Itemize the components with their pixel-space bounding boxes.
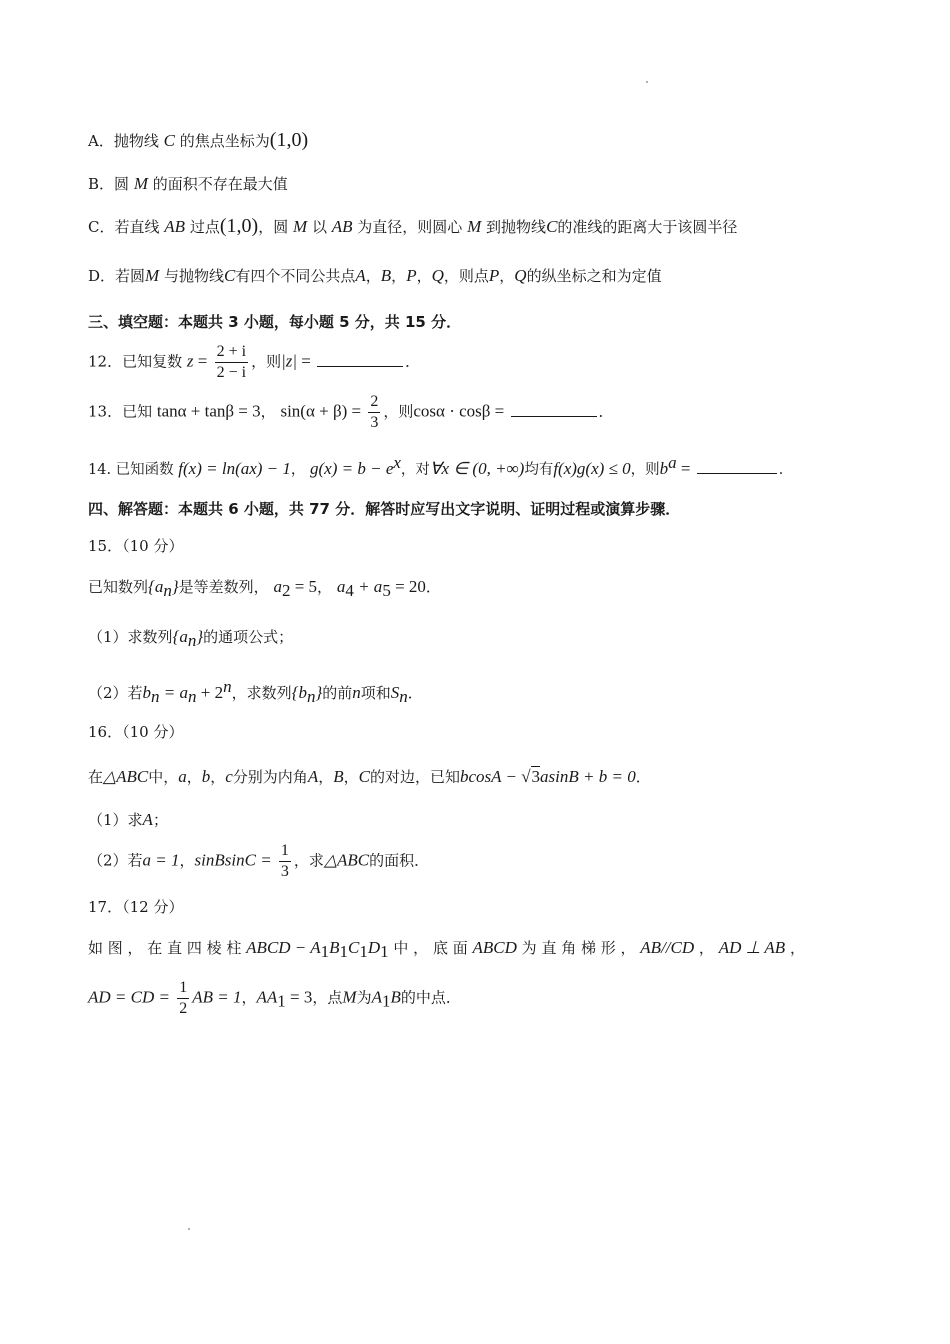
option-c: C．若直线 AB 过点(1,0)，圆 M 以 AB 为直径，则圆心 M 到抛物线C的准线的距离大于该圆半径 bbox=[88, 215, 738, 237]
option-a: A．抛物线 C 的焦点坐标为(1,0) bbox=[88, 129, 309, 151]
question-16-stem: 在△ABC中，a，b，c分别为内角A，B，C的对边，已知bcosA − √3asinB + b = 0． bbox=[88, 767, 651, 786]
question-17-stem-1: 如 图 ， 在 直 四 棱 柱 ABCD − $A_1B_1C_1D_1$ 中 ， 底 面 ABCD 为 直 角 梯 形 ， AB//CD ， AD ⊥ AB ， bbox=[88, 938, 805, 961]
fraction: $\frac{1}{2}$ bbox=[179, 979, 188, 1017]
question-15-stem: 已知数列$\{a_n\}$是等差数列， $a_2 = 5$， $a_4 + a_5 = 20$． bbox=[88, 577, 441, 600]
scan-dot-top bbox=[646, 81, 648, 83]
question-12: 12．已知复数 z = $\frac{2 + i}{2 - i}$ ，则|z| = ． bbox=[88, 343, 421, 381]
answer-blank[interactable] bbox=[317, 352, 403, 367]
question-16-head: 16．（10 分） bbox=[88, 723, 184, 741]
question-15-part-1: （1）求数列$\{a_n\}$的通项公式； bbox=[88, 627, 294, 650]
question-15-head: 15．（10 分） bbox=[88, 537, 184, 555]
answer-blank[interactable] bbox=[511, 402, 597, 417]
section-4-title: 四、解答题：本题共 6 小题，共 77 分．解答时应写出文字说明、证明过程或演算步骤． bbox=[88, 500, 681, 518]
question-16-part-1: （1）求A； bbox=[88, 810, 168, 829]
question-17-head: 17．（12 分） bbox=[88, 898, 184, 916]
answer-blank[interactable] bbox=[697, 459, 777, 474]
fraction: $\frac{2}{3}$ bbox=[370, 393, 379, 431]
option-b: B．圆 M 的面积不存在最大值 bbox=[88, 174, 288, 193]
question-14: 14. 已知函数 f(x) = ln(ax) − 1， $g(x) = b - e^x$，对∀x ∈ (0, +∞)均有f(x)g(x) ≤ 0，则$b^a$ = ． bbox=[88, 453, 794, 478]
section-3-title: 三、填空题：本题共 3 小题，每小题 5 分，共 15 分． bbox=[88, 313, 462, 331]
question-15-part-2: （2）若$b_n = a_n + 2^n$，求数列$\{b_n\}$的前n项和$S_n$． bbox=[88, 677, 423, 706]
fraction: $\frac{1}{3}$ bbox=[280, 842, 289, 880]
question-16-part-2: （2）若a = 1，sinBsinC = $\frac{1}{3}$ ，求△ABC的面积． bbox=[88, 842, 430, 880]
scan-dot-bottom bbox=[188, 1228, 190, 1230]
question-17-stem-2: AD = CD = $\frac{1}{2}$ AB = 1，$AA_1 = 3$，点M为$A_1B$的中点． bbox=[88, 979, 461, 1017]
fraction: $\frac{2 + i}{2 - i}$ bbox=[216, 343, 247, 381]
question-13: 13．已知 tanα + tanβ = 3， sin(α + β) = $\frac{2}{3}$ ，则cosα · cosβ = ． bbox=[88, 393, 614, 431]
option-d: D．若圆M 与抛物线C有四个不同公共点A，B，P，Q，则点P，Q的纵坐标之和为定值 bbox=[88, 266, 662, 285]
